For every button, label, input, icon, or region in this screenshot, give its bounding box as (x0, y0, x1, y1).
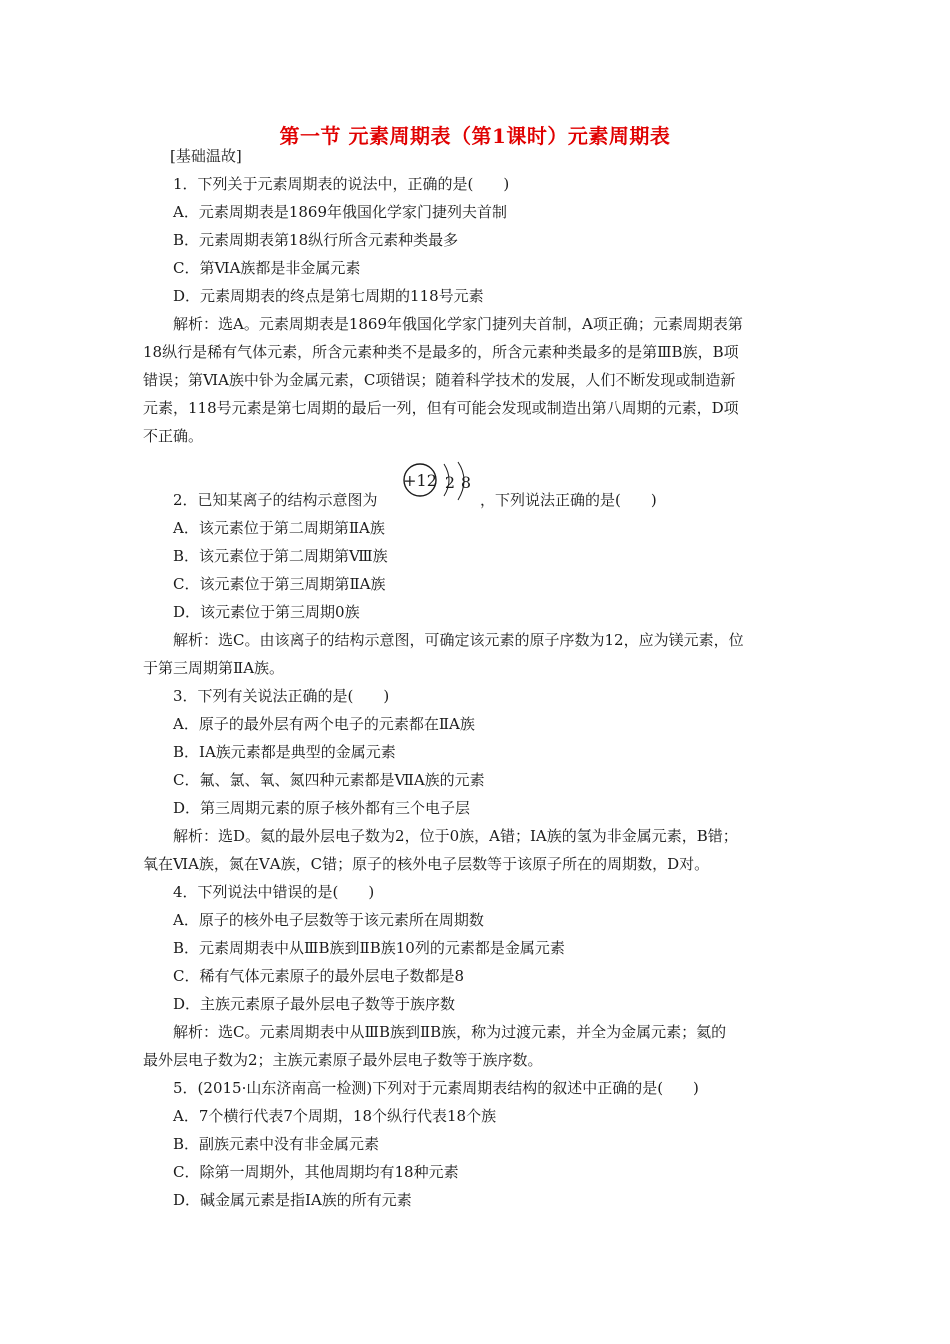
q4-option-d: D．主族元素原子最外层电子数等于族序数 (173, 995, 456, 1013)
q4-option-a: A．原子的核外电子层数等于该元素所在周期数 (173, 911, 484, 929)
q2-option-d: D．该元素位于第三周期0族 (173, 603, 360, 621)
question-2-stem-end: ，下列说法正确的是( ) (480, 491, 657, 509)
q5-option-d: D．碱金属元素是指ⅠA族的所有元素 (173, 1191, 412, 1209)
question-2-stem-start: 2．已知某离子的结构示意图为 (173, 491, 378, 509)
q5-option-a: A．7个横行代表7个周期，18个纵行代表18个族 (173, 1107, 497, 1125)
q1-option-a: A．元素周期表是1869年俄国化学家门捷列夫首制 (173, 203, 508, 221)
page-title: 第一节 元素周期表（第1课时）元素周期表 (279, 124, 671, 148)
section-label: [基础温故] (170, 147, 242, 165)
shell-2-electrons: 8 (460, 473, 472, 492)
q1-analysis-line: 元素，118号元素是第七周期的最后一列，但有可能会发现或制造出第八周期的元素，D项 (143, 399, 739, 417)
q4-option-b: B．元素周期表中从ⅢB族到ⅡB族10列的元素都是金属元素 (173, 939, 565, 957)
q2-analysis-line: 解析：选C。由该离子的结构示意图，可确定该元素的原子序数为12，应为镁元素，位 (173, 631, 744, 649)
q2-option-a: A．该元素位于第二周期第ⅡA族 (173, 519, 385, 537)
q3-option-b: B．ⅠA族元素都是典型的金属元素 (173, 743, 396, 761)
ion-structure-diagram (400, 460, 480, 510)
q2-option-c: C．该元素位于第三周期第ⅡA族 (173, 575, 386, 593)
nucleus-charge: +12 (403, 471, 437, 490)
question-5-stem: 5．(2015·山东济南高一检测)下列对于元素周期表结构的叙述中正确的是( ) (173, 1079, 699, 1097)
q3-analysis-line: 解析：选D。氦的最外层电子数为2，位于0族，A错；ⅠA族的氢为非金属元素，B错； (173, 827, 738, 845)
q3-option-a: A．原子的最外层有两个电子的元素都在ⅡA族 (173, 715, 475, 733)
q1-analysis-line: 解析：选A。元素周期表是1869年俄国化学家门捷列夫首制，A项正确；元素周期表第 (173, 315, 743, 333)
q1-analysis-line: 18纵行是稀有气体元素，所含元素种类不是最多的，所含元素种类最多的是第ⅢB族，B项 (143, 343, 739, 361)
q2-analysis-line: 于第三周期第ⅡA族。 (143, 659, 285, 677)
q3-option-d: D．第三周期元素的原子核外都有三个电子层 (173, 799, 471, 817)
q1-option-b: B．元素周期表第18纵行所含元素种类最多 (173, 231, 459, 249)
q4-option-c: C．稀有气体元素原子的最外层电子数都是8 (173, 967, 465, 985)
shell-1-electrons: 2 (444, 473, 456, 492)
q2-option-b: B．该元素位于第二周期第Ⅷ族 (173, 547, 388, 565)
q3-option-c: C．氟、氯、氧、氮四种元素都是ⅦA族的元素 (173, 771, 485, 789)
q5-option-c: C．除第一周期外，其他周期均有18种元素 (173, 1163, 459, 1181)
q3-analysis-line: 氧在ⅥA族，氮在ⅤA族，C错；原子的核外电子层数等于该原子所在的周期数，D对。 (143, 855, 710, 873)
q5-option-b: B．副族元素中没有非金属元素 (173, 1135, 380, 1153)
q4-analysis-line: 最外层电子数为2；主族元素原子最外层电子数等于族序数。 (143, 1051, 543, 1069)
q4-analysis-line: 解析：选C。元素周期表中从ⅢB族到ⅡB族，称为过渡元素，并全为金属元素；氦的 (173, 1023, 727, 1041)
question-3-stem: 3．下列有关说法正确的是( ) (173, 687, 390, 705)
q1-analysis-line: 错误；第ⅥA族中钋为金属元素，C项错误；随着科学技术的发展，人们不断发现或制造新 (143, 371, 736, 389)
q1-analysis-line: 不正确。 (143, 427, 204, 445)
question-1-stem: 1．下列关于元素周期表的说法中，正确的是( ) (173, 175, 510, 193)
question-4-stem: 4．下列说法中错误的是( ) (173, 883, 375, 901)
q1-option-d: D．元素周期表的终点是第七周期的118号元素 (173, 287, 484, 305)
q1-option-c: C．第ⅥA族都是非金属元素 (173, 259, 361, 277)
